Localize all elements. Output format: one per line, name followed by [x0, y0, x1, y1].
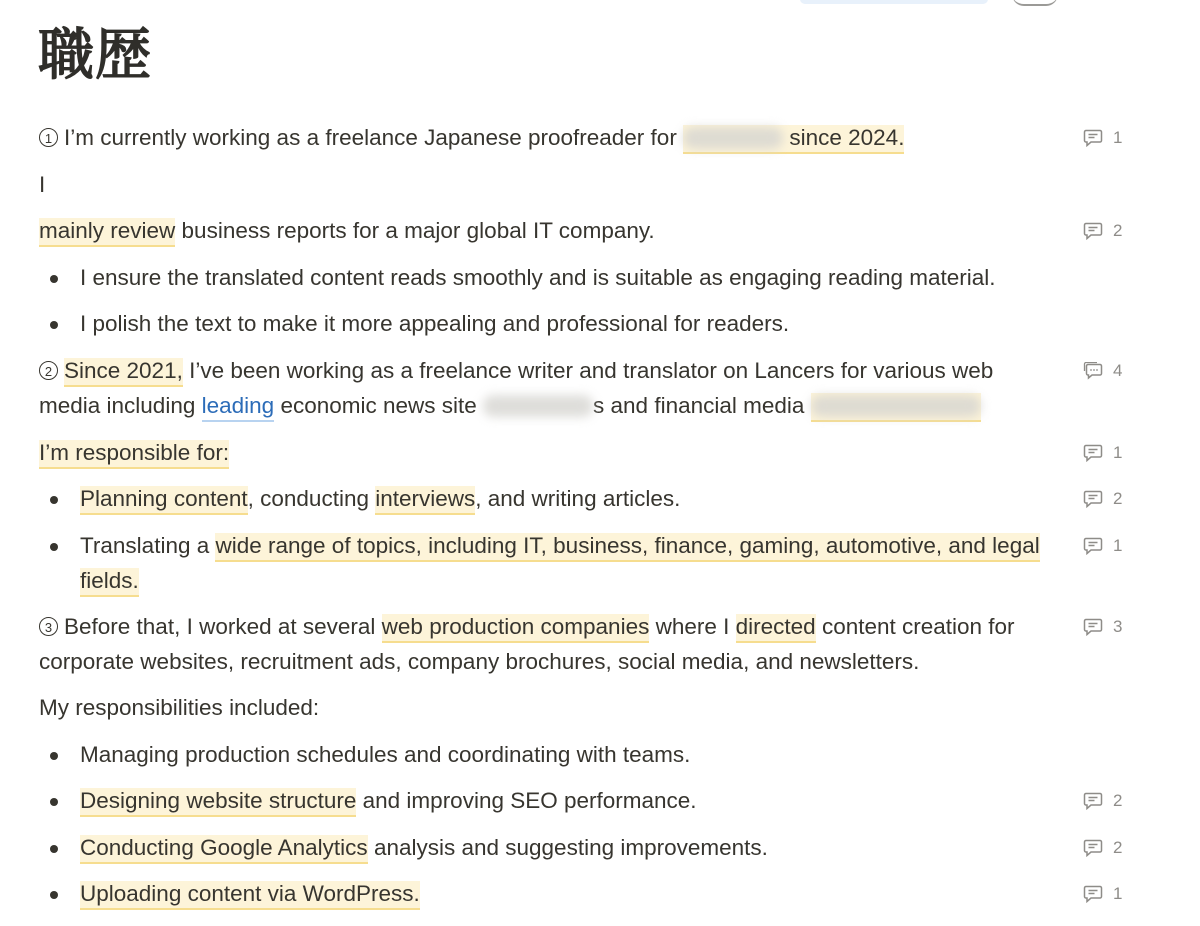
list-item[interactable]: [80, 737, 1050, 772]
comment-icon: [1083, 129, 1103, 147]
highlighted-text[interactable]: [811, 393, 981, 422]
link-leading[interactable]: leading: [202, 393, 275, 422]
comment-count: 1: [1113, 128, 1123, 147]
comment-icon: [1083, 792, 1103, 810]
comment-icon: [1083, 490, 1103, 508]
list-item-text: I polish the text to make it more appealing and professional for readers.: [80, 311, 790, 336]
bullet-dot: [50, 496, 58, 504]
paragraph-review[interactable]: [39, 213, 1049, 248]
list-item[interactable]: [80, 481, 1050, 516]
comment-indicator[interactable]: [1083, 221, 1122, 241]
paragraph-current-job[interactable]: [39, 120, 1049, 155]
paragraph-responsibilities[interactable]: [39, 690, 1049, 725]
highlighted-text[interactable]: web production companies: [382, 614, 650, 643]
redacted-text: [483, 395, 593, 417]
comment-count: 2: [1113, 838, 1123, 857]
circled-number: 1: [39, 128, 58, 147]
list-item-text: Translating a: [80, 533, 216, 558]
bullet-dot: [50, 845, 58, 853]
list-item[interactable]: [80, 876, 1050, 911]
list-item[interactable]: [80, 783, 1050, 818]
highlighted-text[interactable]: Designing website structure: [80, 788, 356, 817]
highlighted-text[interactable]: directed: [736, 614, 816, 643]
paragraph-text: content creation for corporate websites, recruitment ads, company brochures, social media, and newsletters.: [39, 614, 1015, 674]
list-item-text: analysis and suggesting improvements.: [367, 835, 768, 860]
highlight-period: .: [898, 125, 905, 150]
list-item[interactable]: [80, 830, 1050, 865]
comment-indicator[interactable]: [1083, 361, 1122, 381]
bullet-dot: [50, 275, 58, 283]
comment-count: 4: [1113, 361, 1123, 380]
paragraph-text: I’ve been working as a freelance writer and translator on Lancers for various web media including: [39, 358, 994, 418]
comment-indicator[interactable]: [1083, 536, 1122, 556]
comment-count: 2: [1113, 489, 1123, 508]
comment-icon: [1083, 618, 1103, 636]
paragraph-text: s and financial media: [593, 393, 811, 418]
paragraph-text: Before that, I worked at several: [64, 614, 382, 639]
highlight-label: since 2024: [789, 125, 899, 150]
paragraph-text: business reports for a major global IT company.: [175, 218, 655, 243]
paragraph-text: where I: [649, 614, 736, 639]
comment-icon: [1083, 885, 1103, 903]
list-item[interactable]: [80, 528, 1045, 598]
comment-count: 3: [1113, 617, 1123, 636]
paragraph-text: economic news site: [274, 393, 484, 418]
circled-number: 2: [39, 361, 58, 380]
bullet-dot: [50, 543, 58, 551]
list-item-text: I ensure the translated content reads smoothly and is suitable as engaging reading material.: [80, 265, 996, 290]
comment-indicator[interactable]: [1083, 838, 1122, 858]
share-pill[interactable]: [800, 0, 988, 4]
highlighted-text[interactable]: interviews: [375, 486, 475, 515]
highlighted-text[interactable]: mainly review: [39, 218, 175, 247]
bullet-dot: [50, 752, 58, 760]
comment-icon: [1083, 222, 1103, 240]
comments-thread-icon: [1083, 362, 1103, 380]
highlighted-text[interactable]: [683, 125, 904, 154]
bullet-dot: [50, 891, 58, 899]
highlighted-text[interactable]: I’m responsible for:: [39, 440, 229, 469]
comment-count: 1: [1113, 884, 1123, 903]
avatar[interactable]: [1012, 0, 1058, 6]
highlighted-text[interactable]: wide range of topics, including IT, business, finance, gaming, automotive, and legal fields.: [80, 533, 1040, 597]
highlighted-text[interactable]: Planning content: [80, 486, 248, 515]
list-item-text: and improving SEO performance.: [356, 788, 697, 813]
cursor-text: I: [39, 172, 46, 197]
comment-indicator[interactable]: [1083, 489, 1122, 509]
paragraph-text: My responsibilities included:: [39, 695, 320, 720]
paragraph-text: I’m currently working as a freelance Japanese proofreader for: [64, 125, 677, 150]
list-item[interactable]: [80, 260, 1050, 295]
comment-count: 1: [1113, 536, 1123, 555]
bullet-dot: [50, 321, 58, 329]
comment-icon: [1083, 537, 1103, 555]
highlighted-text[interactable]: Uploading content via WordPress.: [80, 881, 420, 910]
comment-indicator[interactable]: [1083, 791, 1122, 811]
highlighted-text[interactable]: Since 2021,: [64, 358, 183, 387]
comment-count: 1: [1113, 443, 1123, 462]
comment-indicator[interactable]: [1083, 128, 1122, 148]
list-item[interactable]: [80, 306, 1050, 341]
comment-count: 2: [1113, 791, 1123, 810]
paragraph-lancers[interactable]: [39, 353, 1044, 423]
list-item-text: Managing production schedules and coordinating with teams.: [80, 742, 691, 767]
bullet-dot: [50, 798, 58, 806]
comment-indicator[interactable]: [1083, 443, 1122, 463]
comment-indicator[interactable]: [1083, 617, 1122, 637]
paragraph-cursor[interactable]: [39, 167, 1049, 202]
paragraph-responsible[interactable]: [39, 435, 1049, 470]
comment-indicator[interactable]: [1083, 884, 1122, 904]
list-item-text: , and writing articles.: [475, 486, 681, 511]
paragraph-web-production[interactable]: [39, 609, 1044, 679]
comment-icon: [1083, 444, 1103, 462]
redacted-text: [683, 127, 783, 149]
redacted-text: [811, 395, 981, 417]
highlighted-text[interactable]: Conducting Google Analytics: [80, 835, 368, 864]
page-title: 職歴: [38, 23, 152, 88]
comment-count: 2: [1113, 221, 1123, 240]
circled-number: 3: [39, 617, 58, 636]
list-item-text: , conducting: [247, 486, 376, 511]
comment-icon: [1083, 839, 1103, 857]
